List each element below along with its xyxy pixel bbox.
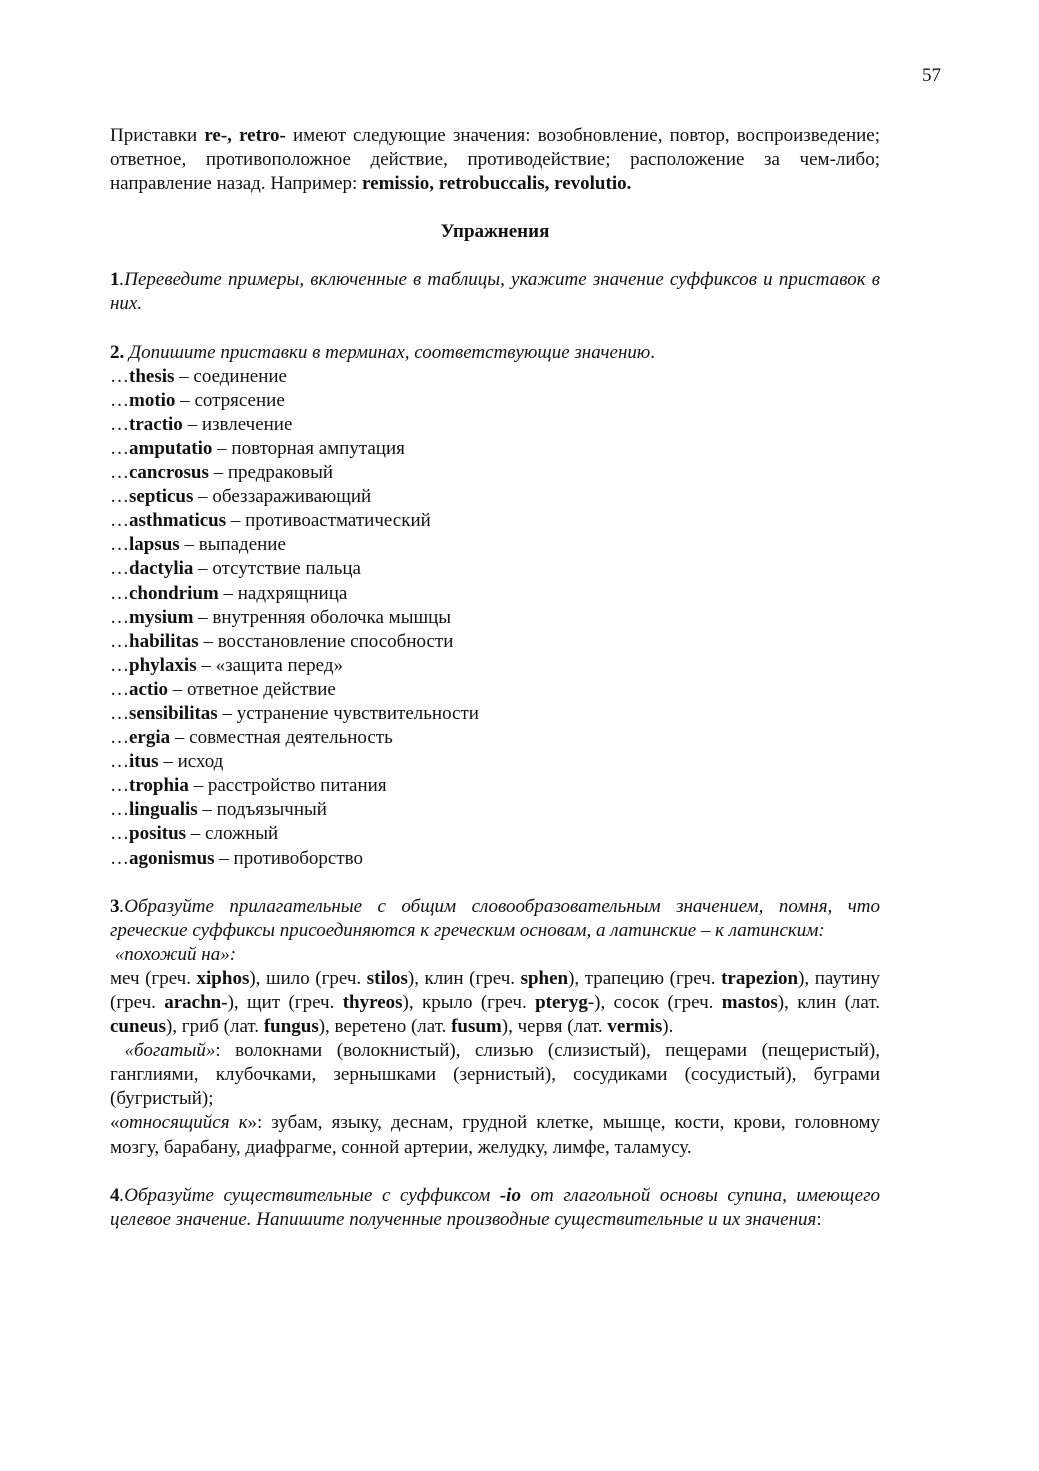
term-ellipsis: … (110, 486, 129, 508)
task-4-number: 4 (110, 1184, 120, 1206)
term-ellipsis: … (110, 630, 129, 652)
term-row (110, 461, 880, 485)
text-run: ), клин (греч. (407, 967, 521, 989)
term-ellipsis: … (110, 462, 129, 484)
term-row (110, 798, 880, 822)
text-run: ), червя (лат. (501, 1016, 608, 1038)
term-meaning: – сложный (186, 823, 279, 845)
intro-text-1: Приставки (110, 125, 205, 146)
term-ellipsis: … (110, 389, 129, 411)
task-4-suffix: -io (499, 1184, 521, 1206)
task-4-text-2: от глагольной основы супина, имеющего целевое значение. Напишите полученные производные существительные и их значения (110, 1184, 881, 1230)
task-4-text-1: .Образуйте существительные с суффиксом (119, 1184, 500, 1206)
term-ellipsis: … (110, 534, 129, 556)
term-latin: mysium (129, 606, 194, 628)
task-3-sub2 (110, 1039, 880, 1111)
term-latin: ergia (129, 727, 171, 749)
term-row (110, 365, 880, 389)
exercises-heading: Упражнения (440, 221, 550, 243)
term-meaning: – извлечение (182, 413, 293, 435)
term-latin: positus (129, 823, 187, 845)
term-latin: cancrosus (129, 462, 209, 484)
term-meaning: – сотрясение (175, 389, 285, 411)
task-3-text: .Образуйте прилагательные с общим словообразовательным значением, помня, что греческие суффиксы присоединяются к греческим основам, а латинские – к латинским: (110, 895, 880, 941)
term-row (110, 437, 880, 461)
term-meaning: – надхрящница (218, 582, 348, 604)
task-1-number: 1 (110, 269, 120, 291)
term-row (110, 389, 880, 413)
spacer (110, 871, 880, 895)
term-latin: agonismus (129, 847, 215, 869)
latin-word: cuneus (110, 1016, 166, 1038)
term-latin: septicus (129, 486, 194, 508)
task-4-end: : (816, 1208, 822, 1230)
term-ellipsis: … (110, 702, 129, 724)
term-ellipsis: … (110, 365, 129, 387)
term-meaning: – отсутствие пальца (193, 558, 361, 580)
task-3-sub3 (110, 1111, 880, 1159)
task-3-sub3-label: относящийся к (119, 1112, 248, 1134)
text-run: ), трапецию (греч. (568, 967, 722, 989)
greek-word: mastos (721, 992, 778, 1013)
task-2-text: Допишите приставки в терминах, соответствующие значению (124, 341, 651, 363)
term-ellipsis: … (110, 823, 129, 845)
page-content (110, 124, 880, 1232)
term-row (110, 582, 880, 606)
term-ellipsis: … (110, 413, 129, 435)
task-2-number: 2. (110, 341, 125, 363)
term-row (110, 750, 880, 774)
term-row (110, 509, 880, 533)
term-meaning: – противоастматический (226, 510, 431, 532)
task-3-sub2-text: : волокнами (волокнистый), слизью (слизистый), пещерами (пещеристый), ганглиями, клубочками, зернышками (зернистый), сосудиками (сосудистый), буграми (бугристый); (110, 1040, 880, 1110)
latin-word: vermis (607, 1016, 663, 1038)
term-ellipsis: … (110, 582, 129, 604)
term-row (110, 822, 880, 846)
greek-word: pteryg (535, 992, 588, 1013)
term-meaning: – «защита перед» (196, 654, 343, 676)
term-ellipsis: … (110, 558, 129, 580)
text-run: ), клин (лат. (777, 992, 880, 1013)
term-meaning: – ответное действие (168, 678, 336, 700)
term-latin: dactylia (129, 558, 194, 580)
term-ellipsis: … (110, 510, 129, 532)
term-row (110, 654, 880, 678)
term-latin: habilitas (129, 630, 199, 652)
task-2-end: . (650, 341, 656, 363)
greek-word: sphen (520, 967, 569, 989)
term-latin: thesis (129, 365, 175, 387)
term-ellipsis: … (110, 654, 129, 676)
greek-word: trapezion (721, 967, 799, 989)
term-meaning: – совместная деятельность (170, 727, 393, 749)
term-row (110, 702, 880, 726)
term-meaning: – повторная ампутация (212, 437, 405, 459)
quote-close: » (247, 1112, 257, 1134)
term-latin: sensibilitas (129, 702, 218, 724)
term-row (110, 678, 880, 702)
task-3-heading (110, 895, 880, 943)
task-1-text: .Переведите примеры, включенные в таблицы, укажите значение суффиксов и приставок в них. (110, 269, 880, 315)
term-latin: phylaxis (129, 654, 197, 676)
greek-word: stilos (366, 967, 408, 989)
term-row (110, 847, 880, 871)
term-ellipsis: … (110, 751, 129, 773)
term-ellipsis: … (110, 847, 129, 869)
term-latin: trophia (129, 775, 189, 797)
intro-examples: remissio, retrobuccalis, revolutio. (362, 173, 632, 195)
term-latin: itus (129, 751, 159, 773)
term-row (110, 413, 880, 437)
term-row (110, 630, 880, 654)
intro-text-2: имеют следующие значения: возобновление, повтор, воспроизведение; ответное, противоположное действие, противодействие; расположение за чем-либо; направление назад. Например: (110, 125, 880, 195)
text-run: ). (662, 1016, 674, 1038)
term-meaning: – выпадение (179, 534, 286, 556)
term-meaning: – восстановление способности (198, 630, 454, 652)
term-meaning: – подъязычный (197, 799, 327, 821)
term-meaning: – устранение чувствительности (217, 702, 479, 724)
term-row (110, 726, 880, 750)
task-1 (110, 268, 880, 316)
term-ellipsis: … (110, 799, 129, 821)
term-latin: tractio (129, 413, 183, 435)
greek-word: arachn- (164, 992, 228, 1013)
term-ellipsis: … (110, 775, 129, 797)
intro-prefixes: re-, retro- (204, 125, 286, 146)
term-row (110, 606, 880, 630)
term-ellipsis: … (110, 437, 129, 459)
spacer (110, 1160, 880, 1184)
page-number: 57 (922, 65, 941, 86)
term-ellipsis: … (110, 606, 129, 628)
latin-word: fusum (451, 1016, 502, 1038)
greek-word: thyreos (342, 992, 403, 1013)
term-row (110, 485, 880, 509)
text-run: ), крыло (греч. (402, 992, 536, 1013)
task-3-sub1-label: «похожий на»: (110, 943, 237, 965)
task-3-number: 3 (110, 895, 120, 917)
term-row (110, 557, 880, 581)
text-run: ), веретено (лат. (318, 1016, 452, 1038)
term-meaning: – расстройство питания (188, 775, 387, 797)
term-meaning: – обеззараживающий (193, 486, 372, 508)
term-latin: lingualis (129, 799, 198, 821)
text-run: ), паутину (греч. (110, 967, 881, 1013)
greek-word: xiphos (196, 967, 250, 989)
task-3-sub1-text (110, 967, 880, 1039)
term-ellipsis: … (110, 727, 129, 749)
task-4 (110, 1184, 880, 1232)
text-run: ), гриб (лат. (165, 1016, 264, 1038)
term-meaning: – внутренняя оболочка мышцы (193, 606, 452, 628)
term-row (110, 533, 880, 557)
quote-open: « (110, 1112, 120, 1134)
text-run: ), шило (греч. (249, 967, 367, 989)
text-run: ), щит (греч. (227, 992, 343, 1013)
term-ellipsis: … (110, 678, 129, 700)
term-meaning: – соединение (174, 365, 287, 387)
term-list (110, 365, 880, 871)
term-meaning: – противоборство (214, 847, 364, 869)
text-run: меч (греч. (110, 967, 197, 989)
term-latin: chondrium (129, 582, 219, 604)
text-run: -), сосок (греч. (587, 992, 722, 1013)
term-latin: asthmaticus (129, 510, 227, 532)
latin-word: fungus (263, 1016, 319, 1038)
spacer (110, 317, 880, 341)
task-3-sub2-label: «богатый» (110, 1040, 216, 1062)
term-latin: amputatio (129, 437, 213, 459)
term-latin: actio (129, 678, 169, 700)
intro-paragraph (110, 124, 880, 196)
task-3-sub3-text: : зубам, языку, деснам, грудной клетке, мышце, кости, крови, головному мозгу, барабану, диафрагме, сонной артерии, желудку, лимфе, таламусу. (110, 1112, 880, 1158)
task-2-heading (110, 341, 880, 365)
term-meaning: – предраковый (208, 462, 334, 484)
term-meaning: – исход (158, 751, 224, 773)
term-row (110, 774, 880, 798)
term-latin: motio (129, 389, 176, 411)
term-latin: lapsus (129, 534, 180, 556)
